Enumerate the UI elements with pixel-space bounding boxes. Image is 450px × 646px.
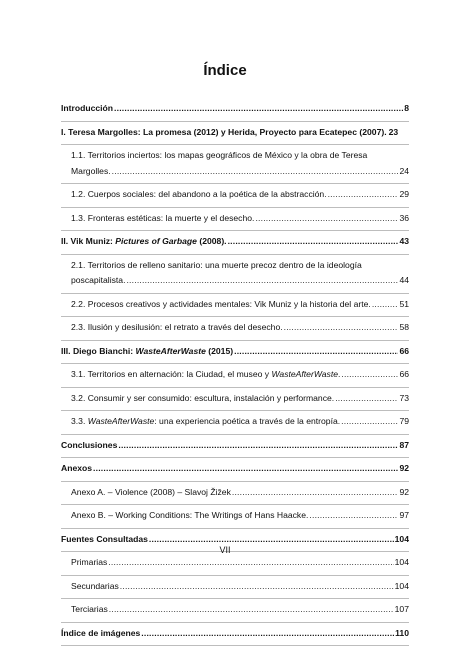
toc-entry-3-3[interactable] <box>61 411 409 435</box>
page-number: VII <box>0 545 450 555</box>
toc-entry-label-suffix: (2008). <box>197 236 227 246</box>
toc-entry-label: 3.2. Consumir y ser consumido: escultura, instalación y performance. <box>71 391 334 407</box>
toc-entry-page: 43 <box>399 234 409 250</box>
toc-entry-label-line2: Margolles. <box>71 164 111 180</box>
dot-leader <box>232 485 399 501</box>
toc-entry-label-suffix: : una experiencia poética a través de la entropía. <box>154 416 340 426</box>
toc-entry-page: 104 <box>395 579 409 595</box>
toc-entry-label: Anexo B. – Working Conditions: The Writings of Hans Haacke. <box>71 508 308 524</box>
dot-leader <box>118 438 398 454</box>
toc-entry-introduccion[interactable] <box>61 98 409 122</box>
toc-entry-label: Terciarias <box>71 602 108 618</box>
toc-entry-page: 104 <box>395 532 409 548</box>
dot-leader <box>93 461 398 477</box>
toc-entry-label: 1.3. Fronteras estéticas: la muerte y el desecho. <box>71 211 254 227</box>
dot-leader <box>228 234 399 250</box>
toc-entry-label <box>61 234 227 250</box>
toc-entry-1-1[interactable] <box>61 145 409 184</box>
toc-entry-1-2[interactable] <box>61 184 409 208</box>
dot-leader <box>341 414 398 430</box>
toc-entry-label: Anexos <box>61 461 92 477</box>
toc-entry-label-italic: WasteAfterWaste <box>271 369 338 379</box>
toc-entry-label: Primarias <box>71 555 107 571</box>
toc-entry-label: Anexo A. – Violence (2008) – Slavoj Žižek <box>71 485 231 501</box>
dot-leader <box>372 297 399 313</box>
toc-entry-page: 44 <box>399 273 409 289</box>
toc-entry-secundarias[interactable] <box>61 576 409 600</box>
toc-entry-page: 110 <box>395 626 409 642</box>
toc-entry-anexo-a[interactable] <box>61 482 409 506</box>
dot-leader <box>109 602 394 618</box>
toc-entry-label-line1: 2.1. Territorios de relleno sanitario: una muerte precoz dentro de la ideología <box>71 258 409 274</box>
toc-entry-indice-imagenes[interactable] <box>61 623 409 646</box>
dot-leader <box>141 626 394 642</box>
dot-leader <box>328 187 399 203</box>
toc-entry-label-suffix: . <box>338 369 340 379</box>
page-title: Índice <box>0 62 450 79</box>
toc-entry-page: 8 <box>404 101 409 117</box>
toc-entry-label: Conclusiones <box>61 438 117 454</box>
toc-entry-page: 79 <box>399 414 409 430</box>
toc-entry-anexo-b[interactable] <box>61 505 409 529</box>
toc-entry-label-italic: WasteAfterWaste <box>136 346 206 356</box>
toc-entry-3-2[interactable] <box>61 388 409 412</box>
toc-entry-page: 24 <box>399 164 409 180</box>
toc-entry-label: Introducción <box>61 101 113 117</box>
toc-entry-label: 2.2. Procesos creativos y actividades mentales: Vik Muniz y la historia del arte. <box>71 297 371 313</box>
toc-entry-page: 29 <box>399 187 409 203</box>
toc-entry-terciarias[interactable] <box>61 599 409 623</box>
toc-entry-3-1[interactable] <box>61 364 409 388</box>
toc-entry-label: 1.2. Cuerpos sociales: del abandono a la poética de la abstracción. <box>71 187 327 203</box>
dot-leader <box>255 211 398 227</box>
toc-entry-page: 66 <box>399 367 409 383</box>
toc-entry-page: 73 <box>399 391 409 407</box>
toc-entry-page: 66 <box>399 344 409 360</box>
toc-entry-label: Índice de imágenes <box>61 626 140 642</box>
dot-leader <box>309 508 398 524</box>
toc-entry-label-prefix: 3.1. Territorios en alternación: la Ciudad, el museo y <box>71 369 271 379</box>
dot-leader <box>120 579 394 595</box>
toc-entry-conclusiones[interactable] <box>61 435 409 459</box>
toc-entry-label: 2.3. Ilusión y desilusión: el retrato a través del desecho. <box>71 320 283 336</box>
toc-entry-1-3[interactable] <box>61 208 409 232</box>
toc-entry-2-1[interactable] <box>61 255 409 294</box>
toc-entry-page: 97 <box>399 508 409 524</box>
toc-entry-page: 23 <box>389 125 399 141</box>
toc-entry-label: Fuentes Consultadas <box>61 532 148 548</box>
toc-entry-label-line2: poscapitalista. <box>71 273 125 289</box>
toc-entry-label: I. Teresa Margolles: La promesa (2012) y Herida, Proyecto para Ecatepec (2007). <box>61 125 387 141</box>
table-of-contents <box>61 98 409 646</box>
toc-entry-page: 87 <box>399 438 409 454</box>
toc-entry-section-3[interactable] <box>61 341 409 365</box>
toc-entry-page: 92 <box>399 461 409 477</box>
toc-entry-anexos[interactable] <box>61 458 409 482</box>
toc-entry-label: Secundarias <box>71 579 119 595</box>
toc-entry-label <box>71 367 340 383</box>
toc-entry-page: 107 <box>395 602 409 618</box>
toc-entry-primarias[interactable] <box>61 552 409 576</box>
dot-leader <box>126 273 398 289</box>
toc-entry-label-italic: Pictures of Garbage <box>115 236 197 246</box>
dot-leader <box>341 367 398 383</box>
dot-leader <box>108 555 393 571</box>
dot-leader <box>234 344 398 360</box>
toc-entry-label <box>71 414 340 430</box>
toc-entry-label-prefix: III. Diego Bianchi: <box>61 346 136 356</box>
toc-entry-page: 104 <box>395 555 409 571</box>
toc-entry-section-2[interactable] <box>61 231 409 255</box>
toc-entry-label-suffix: (2015) <box>206 346 233 356</box>
dot-leader <box>114 101 403 117</box>
toc-entry-label-line1: 1.1. Territorios inciertos: los mapas geográficos de México y la obra de Teresa <box>71 148 409 164</box>
toc-entry-2-2[interactable] <box>61 294 409 318</box>
toc-entry-label-italic: WasteAfterWaste <box>88 416 155 426</box>
toc-entry-page: 36 <box>399 211 409 227</box>
toc-entry-label <box>61 344 233 360</box>
toc-entry-label-prefix: 3.3. <box>71 416 88 426</box>
dot-leader <box>284 320 399 336</box>
toc-entry-page: 92 <box>399 485 409 501</box>
toc-entry-section-1[interactable] <box>61 122 409 146</box>
toc-entry-page: 58 <box>399 320 409 336</box>
dot-leader <box>335 391 398 407</box>
dot-leader <box>112 164 399 180</box>
toc-entry-page: 51 <box>399 297 409 313</box>
toc-entry-label-prefix: II. Vik Muniz: <box>61 236 115 246</box>
toc-entry-2-3[interactable] <box>61 317 409 341</box>
